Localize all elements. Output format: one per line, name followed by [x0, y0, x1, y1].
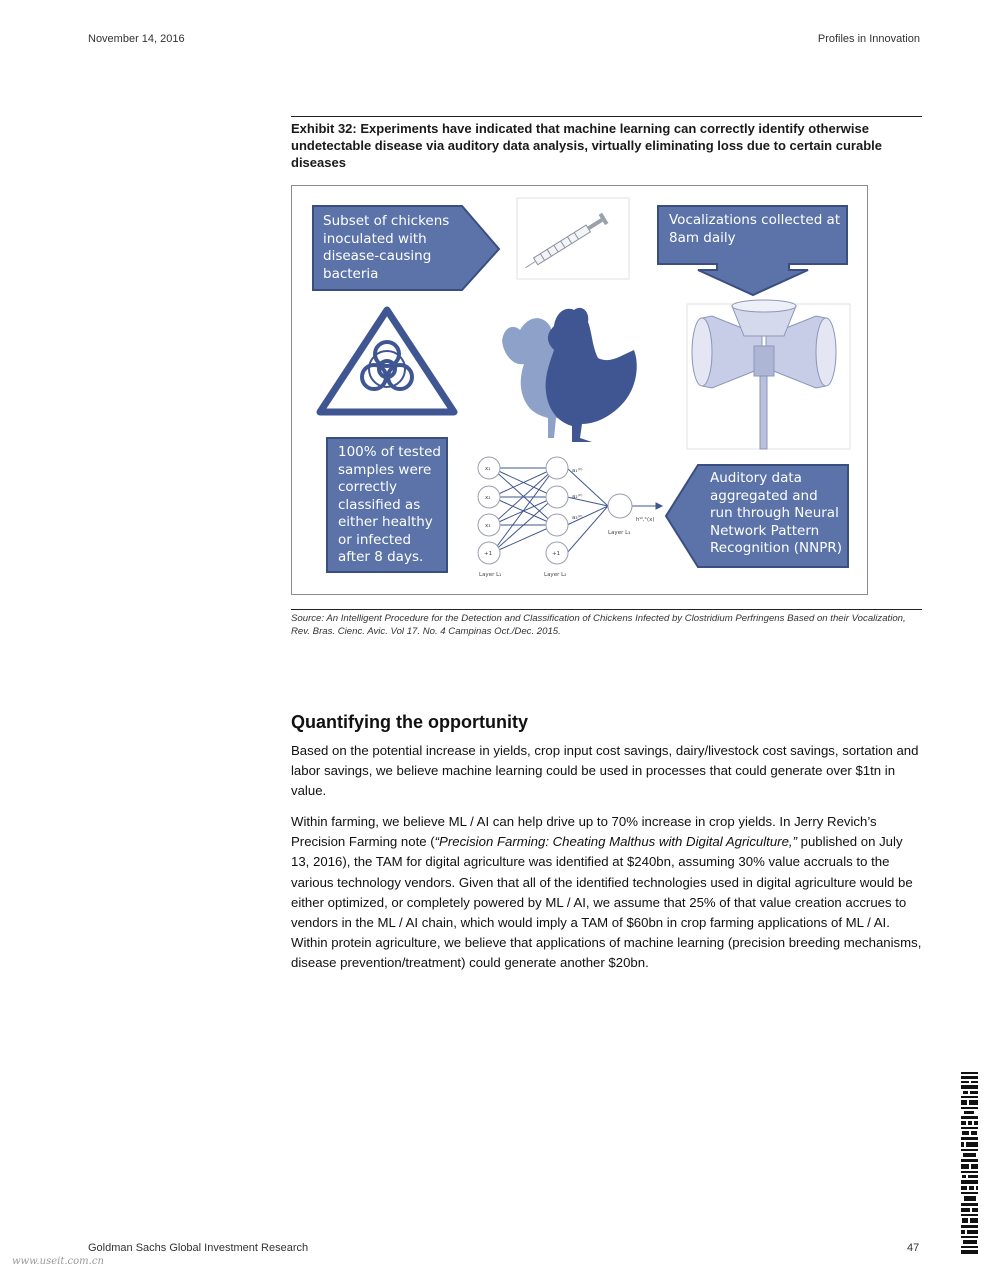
results-label: 100% of tested samples were correctly classified as either healthy or infected after 8 days.: [338, 444, 441, 565]
exhibit-source: Source: An Intelligent Procedure for the Detection and Classification of Chickens Infected by Clostridium Perfringens Based on their Vocalization, Rev. Bras. Cienc. Avic. Vol 17. No. 4 Campinas Oct./Dec. 2015.: [291, 613, 906, 637]
page-number: 47: [907, 1242, 920, 1254]
exhibit-title: Exhibit 32: Experiments have indicated that machine learning can correctly identify otherwise undetectable disease via auditory data analysis, virtually eliminating loss due to certain curable diseases: [291, 121, 882, 170]
nn-layer-1: Layer L₁: [479, 572, 502, 578]
biohazard-icon: [320, 310, 454, 412]
paragraph-2-italic-title: “Precision Farming: Cheating Malthus with Digital Agriculture,”: [434, 834, 797, 850]
footer-organization: Goldman Sachs Global Investment Research: [88, 1242, 309, 1254]
paragraph-2-part-a: Within farming, we believe ML / AI can help drive up to 70% increase in crop yields. In Jerry Revich’s Precision Farming note (: [291, 814, 877, 850]
source-rule: [291, 609, 922, 610]
loudspeaker-icon: [687, 300, 850, 449]
watermark: www.useit.com.cn: [12, 1256, 104, 1267]
nn-input-2: x₂: [485, 495, 491, 501]
paragraph-2: [291, 812, 923, 974]
section-title: Quantifying the opportunity: [291, 712, 528, 732]
auditory-label: Auditory data aggregated and run through Neural Network Pattern Recognition (NNPR): [710, 470, 843, 556]
paragraph-1: Based on the potential increase in yields, crop input cost savings, dairy/livestock cost savings, sortation and labor savings, we believe machine learning could be used in processes that could generate over $1tn in value.: [291, 743, 919, 799]
nn-input-bias: +1: [484, 551, 493, 557]
inoculated-label: Subset of chickens inoculated with disease-causing bacteria: [323, 213, 450, 282]
nn-input-1: x₁: [485, 466, 491, 472]
nn-hidden-3: a₃⁽²⁾: [572, 515, 583, 521]
nn-output: hᵂ,ᵇ(x): [636, 517, 655, 523]
nn-layer-2: Layer L₂: [544, 572, 567, 578]
vocalizations-label: Vocalizations collected at 8am daily: [669, 212, 841, 246]
header-date: November 14, 2016: [88, 33, 185, 45]
paragraph-2-part-b: published on July 13, 2016), the TAM for digital agriculture was identified at $240bn, assuming 30% value accruals to the various technology vendors. Given that all of the identified technologies used in digital agriculture would be either optimized, or completely powered by ML / AI, we assume that 25% of that value creation accrues to vendors in the ML / AI chain, which would imply a TAM of $60bn in crop farming applications of ML / AI. Within protein agriculture, we believe that applications of machine learning (precision breeding mechanisms, disease prevention/treatment) could generate another $20bn.: [291, 834, 922, 971]
header-publication: Profiles in Innovation: [817, 33, 920, 45]
exhibit-header: [291, 116, 922, 171]
neural-network-diagram: [478, 457, 662, 564]
nn-input-3: x₃: [485, 523, 491, 529]
nn-hidden-bias: +1: [552, 551, 561, 557]
nn-layer-3: Layer L₃: [608, 530, 631, 536]
nn-hidden-2: a₂⁽²⁾: [572, 494, 583, 500]
exhibit-figure: [291, 185, 868, 595]
nn-hidden-1: a₁⁽²⁾: [572, 468, 583, 474]
chicken-icon: [502, 308, 637, 442]
qr-code-icon: [960, 1071, 979, 1255]
